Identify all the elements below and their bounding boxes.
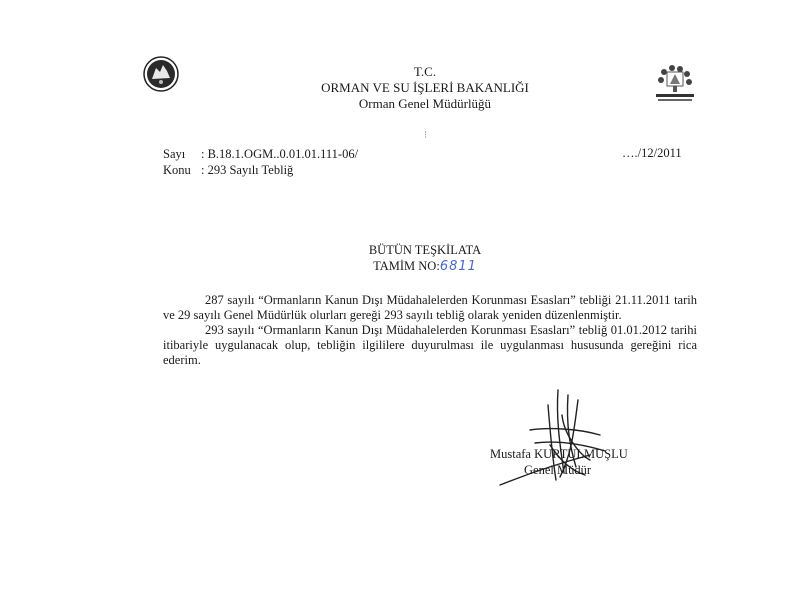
handwritten-signature <box>490 385 630 495</box>
ministry-seal-logo <box>143 56 179 92</box>
body-paragraph-2: 293 sayılı “Ormanların Kanun Dışı Müdahalelerden Korunması Esasları” tebliğ 01.01.2012 tarihi itibariyle uygulanacak olup, tebliğin ilgililere duyurulması ile uygulanması hususunda gereğini rica ederim. <box>163 323 697 367</box>
signer-block <box>490 446 650 478</box>
tamim-number-handwritten: 6811 <box>439 259 477 274</box>
letter-body <box>163 293 697 368</box>
konu-row <box>163 162 358 178</box>
document-date: …./12/2011 <box>622 146 682 160</box>
signer-title: Genel Müdür <box>524 463 591 477</box>
document-meta <box>163 146 358 178</box>
letterhead <box>250 64 600 112</box>
sayi-row <box>163 146 358 162</box>
tamim-label: TAMİM NO: <box>373 259 440 273</box>
signer-name: Mustafa KURTULMUŞLU <box>490 447 628 461</box>
forest-year-logo <box>652 60 698 106</box>
konu-label: Konu <box>163 163 191 177</box>
scan-speck: ⁝ <box>424 130 428 141</box>
tamim-line <box>300 258 550 275</box>
header-directorate: Orman Genel Müdürlüğü <box>358 96 492 111</box>
header-tc: T.C. <box>413 64 437 79</box>
sayi-value: : B.18.1.OGM..0.01.01.111-06/ <box>201 147 359 161</box>
addressee-block <box>300 242 550 275</box>
sayi-label: Sayı <box>163 147 186 161</box>
konu-value: : 293 Sayılı Tebliğ <box>201 163 294 177</box>
body-paragraph-1: 287 sayılı “Ormanların Kanun Dışı Müdahalelerden Korunması Esasları” tebliği 21.11.2011 tarih ve 29 sayılı Genel Müdürlük olurları gereği 293 sayılı tebliğ olarak yeniden düzenlenmiştir. <box>163 293 697 322</box>
header-ministry: ORMAN VE SU İŞLERİ BAKANLIĞI <box>321 80 529 95</box>
addressee: BÜTÜN TEŞKİLATA <box>368 243 482 257</box>
